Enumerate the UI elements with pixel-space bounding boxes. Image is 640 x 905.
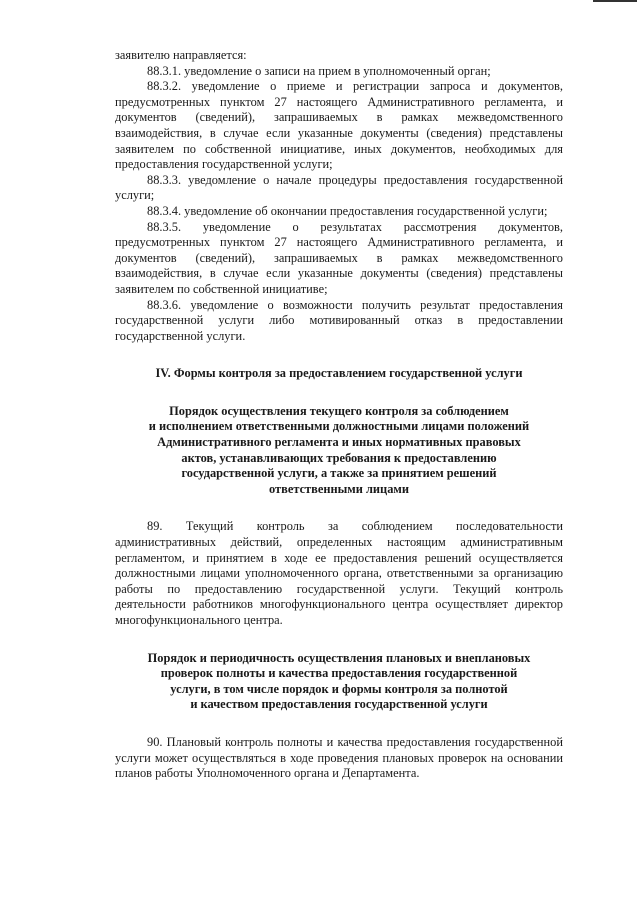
- paragraph-88-3-1: 88.3.1. уведомление о записи на прием в уполномоченный орган;: [147, 63, 491, 78]
- subsection-title-line: актов, устанавливающих требования к предоставлению: [181, 450, 497, 465]
- paragraph-88-3-4: 88.3.4. уведомление об окончании предоставления государственной услуги;: [147, 203, 548, 218]
- subsection-title-line: Порядок осуществления текущего контроля за соблюдением: [169, 403, 509, 418]
- paragraph-90: 90. Плановый контроль полноты и качества предоставления государственной услуги может осуществляться в ходе проведения плановых проверок на основании планов работы Уполномоченного органа и Департамента.: [115, 734, 563, 781]
- subsection-title-inspections: [115, 651, 563, 713]
- paragraph-89: 89. Текущий контроль за соблюдением последовательности административных действий, определенных настоящим административным регламентом, и принятием в ходе ее предоставления решений осуществляется должностными лицами уполномоченного органа, ответственными за организацию работы по предоставлению государственной услуги. Текущий контроль деятельности работников многофункционального центра осуществляет директор многофункционального центра.: [115, 519, 563, 627]
- paragraph-lead: заявителю направляется:: [115, 48, 247, 62]
- subsection-title-line: и исполнением ответственными должностными лицами положений: [148, 419, 530, 434]
- subsection-title-line: и качеством предоставления государственной услуги: [190, 697, 488, 712]
- paragraph-88-3-5: 88.3.5. уведомление о результатах рассмотрения документов, предусмотренных пунктом 27 настоящего Административного регламента, и документов (сведений), запрашиваемых в рамках межведомственного взаимодействия, в случае если указанные документы (сведения) представлены заявителем по собственной инициативе;: [115, 219, 563, 296]
- subsection-title-line: услуги, в том числе порядок и формы контроля за полнотой: [170, 681, 508, 696]
- subsection-title-current-control: [115, 404, 563, 498]
- section-title: IV. Формы контроля за предоставлением государственной услуги: [155, 366, 523, 381]
- page-edge-mark: [593, 0, 637, 2]
- subsection-title-line: ответственными лицами: [269, 481, 409, 496]
- paragraph-88-3-6: 88.3.6. уведомление о возможности получить результат предоставления государственной услуги либо мотивированный отказ в предоставлении государственной услуги.: [115, 297, 563, 343]
- subsection-title-line: проверок полноты и качества предоставления государственной: [160, 666, 518, 681]
- document-body: [115, 48, 563, 782]
- paragraph-88-3-2: 88.3.2. уведомление о приеме и регистрации запроса и документов, предусмотренных пунктом 27 настоящего Административного регламента, и документов (сведений), запрашиваемых в рамках межведомственного взаимодействия, в случае если указанные документы (сведения) представлены заявителем по собственной инициативе, иных документов, необходимых для предоставления государственной услуги;: [115, 79, 563, 172]
- subsection-title-line: Порядок и периодичность осуществления плановых и внеплановых: [147, 650, 531, 665]
- subsection-title-line: Административного регламента и иных нормативных правовых: [157, 435, 521, 450]
- subsection-title-line: государственной услуги, а также за принятием решений: [181, 466, 497, 481]
- paragraph-88-3-3: 88.3.3. уведомление о начале процедуры предоставления государственной услуги;: [115, 172, 563, 203]
